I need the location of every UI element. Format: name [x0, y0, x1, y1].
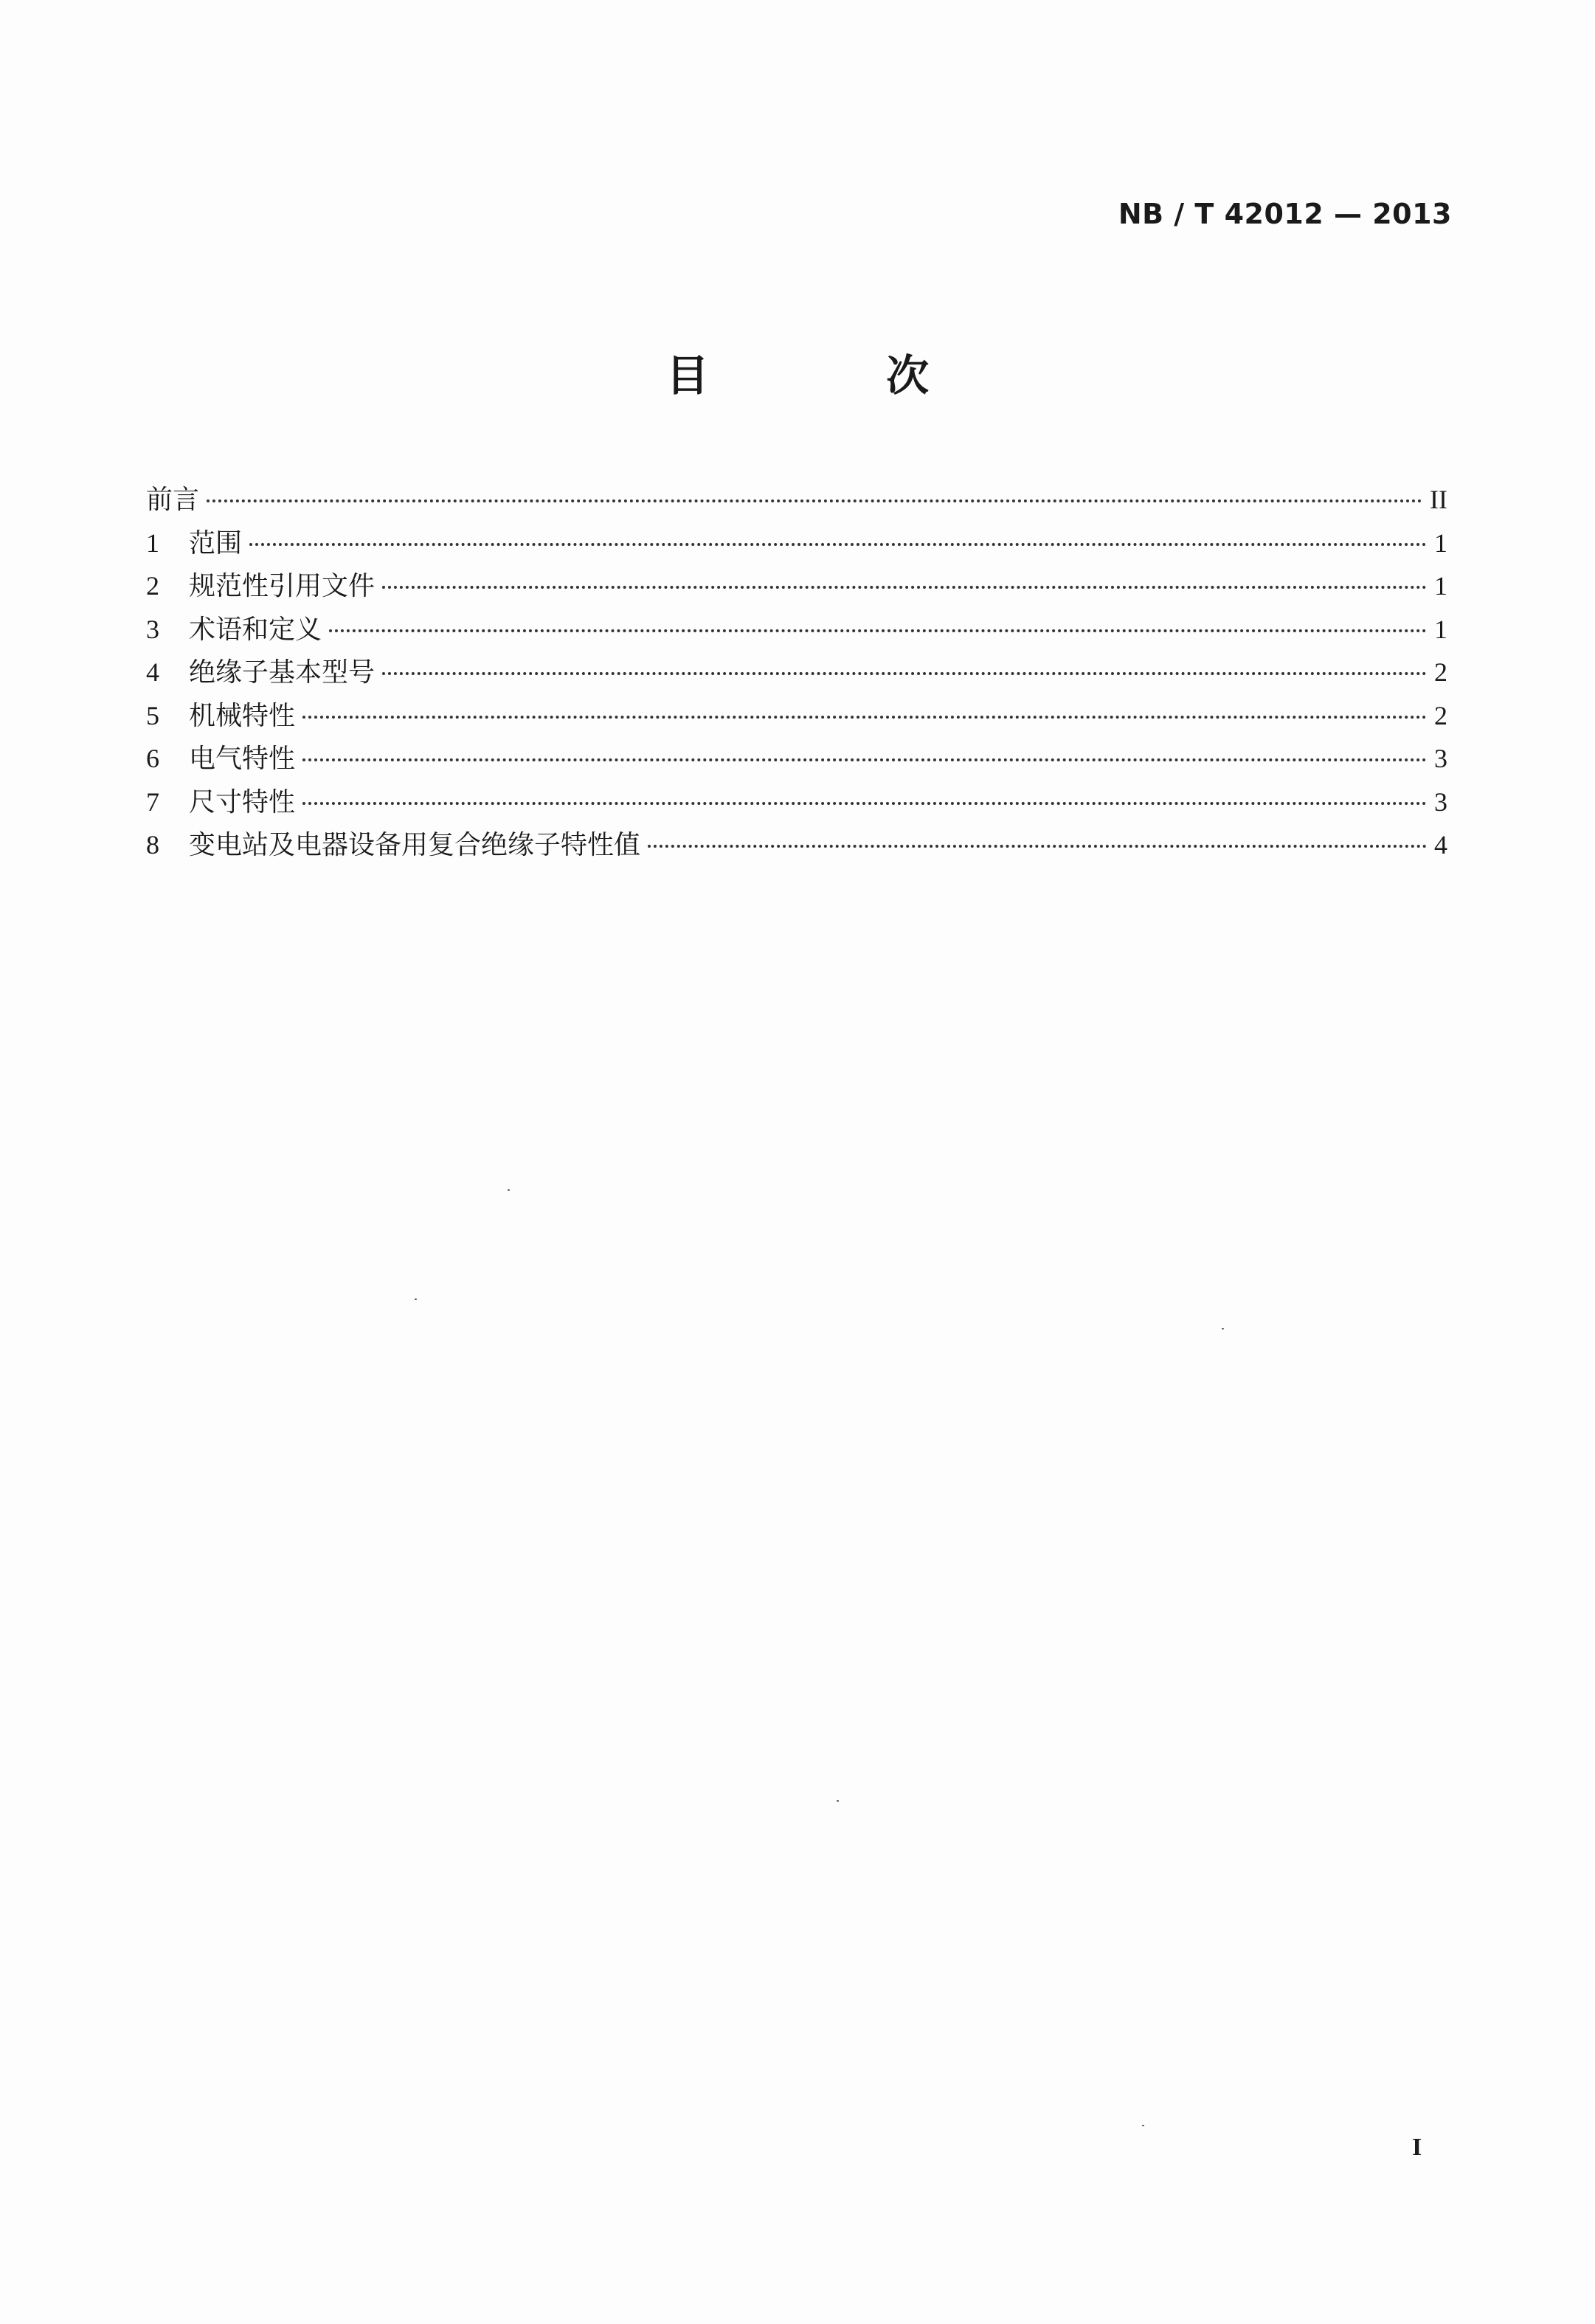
- toc-entry-page: 1: [1434, 528, 1447, 558]
- toc-entry-2[interactable]: [146, 564, 1447, 608]
- toc-entry-number: 3: [146, 614, 159, 644]
- toc-entry-number: 7: [146, 786, 159, 817]
- toc-leader-dots: [648, 845, 1427, 848]
- page-number: I: [1412, 2134, 1422, 2161]
- toc-leader-dots: [207, 499, 1422, 502]
- table-of-contents: [146, 478, 1447, 867]
- toc-entry-page: 3: [1434, 786, 1447, 817]
- toc-entry-number: 6: [146, 744, 159, 773]
- scan-speck: [1222, 1328, 1224, 1329]
- toc-entry-title: 电气特性: [189, 744, 296, 774]
- scan-speck: [508, 1189, 510, 1191]
- toc-entry-title: 术语和定义: [189, 614, 322, 645]
- toc-leader-dots: [382, 672, 1427, 675]
- toc-entry-title: 绝缘子基本型号: [189, 657, 376, 688]
- scan-speck: [837, 1800, 839, 1802]
- toc-entry-title: 尺寸特性: [189, 786, 296, 817]
- toc-entry-number: 8: [146, 830, 159, 860]
- toc-entry-4[interactable]: [146, 651, 1447, 694]
- toc-leader-dots: [382, 586, 1427, 589]
- toc-leader-dots: [302, 802, 1427, 805]
- toc-entry-page: 1: [1434, 614, 1447, 644]
- toc-entry-page: 2: [1434, 657, 1447, 687]
- toc-entry-title: 变电站及电器设备用复合绝缘子特性值: [189, 830, 641, 860]
- toc-entry-page: II: [1430, 485, 1447, 514]
- scan-speck: [415, 1298, 417, 1300]
- toc-entry-page: 4: [1434, 830, 1447, 860]
- toc-entry-7[interactable]: [146, 781, 1447, 824]
- toc-leader-dots: [329, 629, 1427, 632]
- toc-entry-page: 1: [1434, 571, 1447, 601]
- toc-entry-page: 2: [1434, 700, 1447, 730]
- toc-entry-3[interactable]: [146, 608, 1447, 651]
- toc-entry-number: 1: [146, 528, 159, 558]
- toc-entry-foreword[interactable]: [146, 478, 1447, 522]
- toc-entry-number: 2: [146, 571, 159, 601]
- toc-entry-title: 规范性引用文件: [189, 571, 376, 601]
- toc-leader-dots: [302, 758, 1427, 761]
- toc-entry-number: 5: [146, 700, 159, 730]
- toc-entry-title: 前言: [146, 485, 200, 515]
- toc-leader-dots: [302, 716, 1427, 719]
- toc-entry-6[interactable]: [146, 737, 1447, 781]
- scan-speck: [1142, 2125, 1144, 2126]
- toc-entry-title: 范围: [189, 528, 243, 558]
- toc-entry-page: 3: [1434, 744, 1447, 773]
- page-title: 目 次: [665, 350, 1011, 401]
- standard-number: NB / T 42012 — 2013: [1118, 198, 1452, 230]
- toc-leader-dots: [249, 543, 1427, 546]
- toc-entry-1[interactable]: [146, 522, 1447, 565]
- toc-entry-title: 机械特性: [189, 700, 296, 731]
- toc-entry-5[interactable]: [146, 694, 1447, 738]
- toc-entry-8[interactable]: [146, 823, 1447, 867]
- toc-entry-number: 4: [146, 657, 159, 687]
